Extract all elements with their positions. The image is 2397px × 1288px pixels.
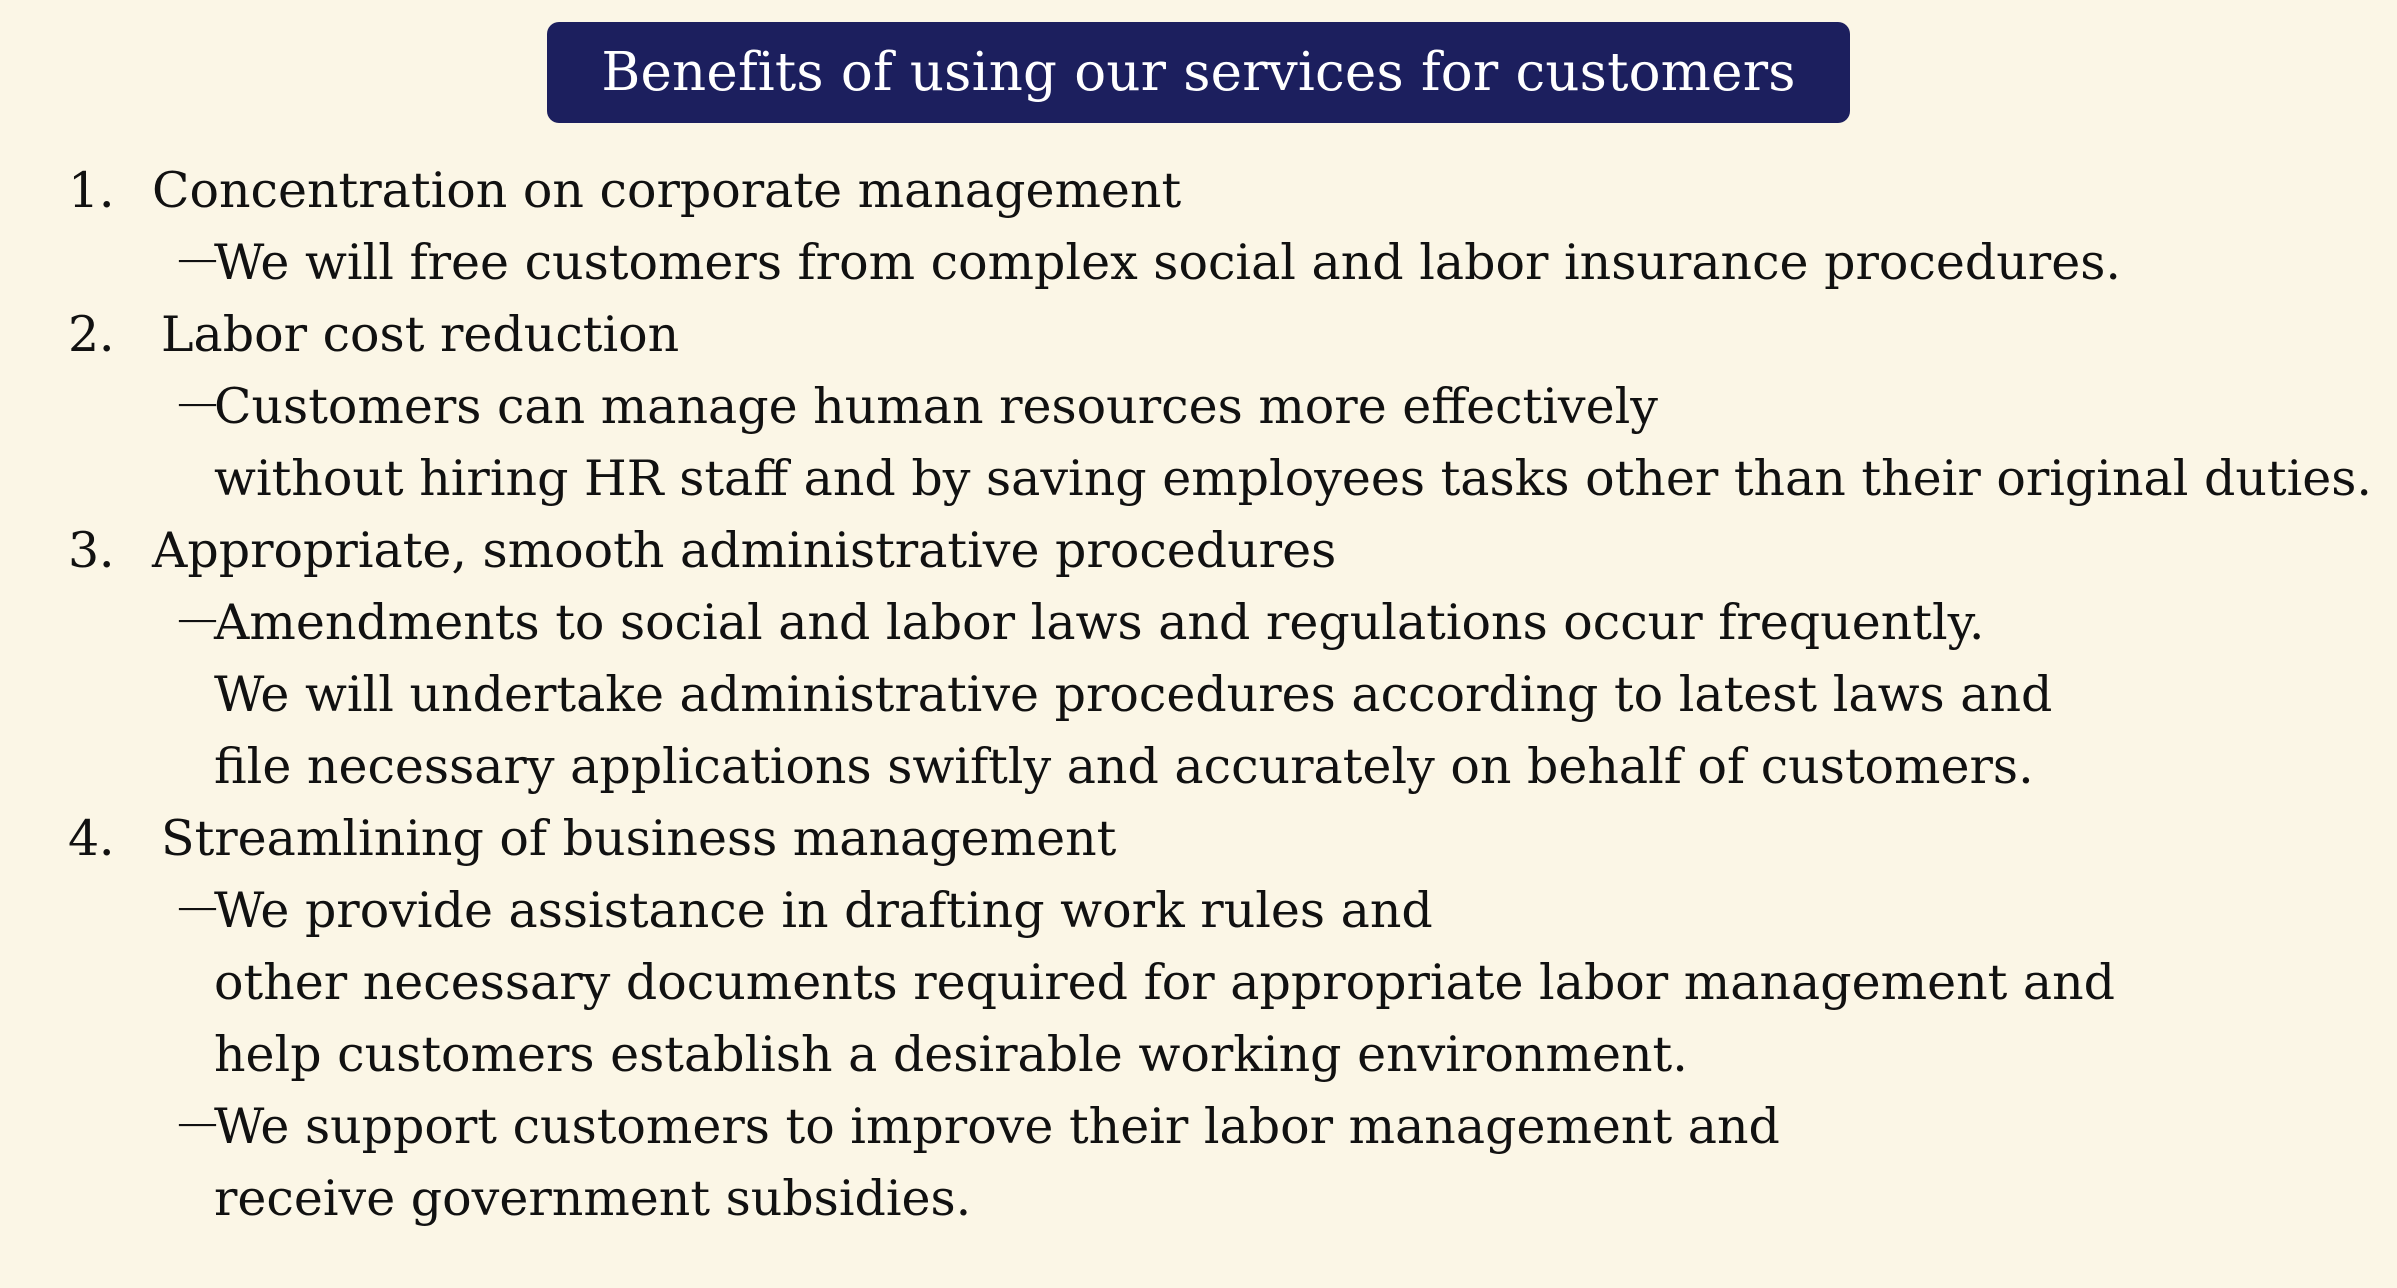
item-number: 2．: [68, 306, 149, 363]
dash-bullet: －: [173, 594, 223, 651]
benefits-list: [0, 155, 2397, 1235]
benefit-point-continued: [0, 1163, 2397, 1235]
point-text: other necessary documents required for appropriate labor management and: [214, 954, 2116, 1011]
benefit-point-continued: [0, 1019, 2397, 1091]
item-heading: Labor cost reduction: [161, 306, 680, 363]
point-text: Customers can manage human resources more effectively: [214, 378, 1658, 435]
benefit-point: [0, 875, 2397, 947]
point-text: file necessary applications swiftly and accurately on behalf of customers.: [214, 738, 2034, 795]
item-heading: Streamlining of business management: [161, 810, 1117, 867]
item-number: 3．: [68, 522, 149, 579]
dash-bullet: －: [173, 1098, 223, 1155]
point-text: receive government subsidies.: [214, 1170, 972, 1227]
point-text: We support customers to improve their labor management and: [214, 1098, 1780, 1155]
point-text: help customers establish a desirable working environment.: [214, 1026, 1688, 1083]
item-heading: Appropriate, smooth administrative procedures: [152, 522, 1337, 579]
point-text: Amendments to social and labor laws and regulations occur frequently.: [214, 594, 1985, 651]
page-title: Benefits of using our services for customers: [601, 42, 1796, 103]
point-text: We provide assistance in drafting work rules and: [214, 882, 1433, 939]
point-text: We will free customers from complex social and labor insurance procedures.: [214, 234, 2121, 291]
benefit-point: [0, 371, 2397, 443]
item-heading: Concentration on corporate management: [152, 162, 1182, 219]
item-number: 1．: [68, 162, 149, 219]
benefit-heading-2: [0, 299, 2397, 371]
benefit-point-continued: [0, 659, 2397, 731]
benefit-point: [0, 587, 2397, 659]
benefit-point-continued: [0, 947, 2397, 1019]
benefit-point: [0, 227, 2397, 299]
benefit-point: [0, 1091, 2397, 1163]
benefit-point-continued: [0, 443, 2397, 515]
dash-bullet: －: [173, 378, 223, 435]
benefit-heading-3: [0, 515, 2397, 587]
point-text: without hiring HR staff and by saving employees tasks other than their original duties.: [214, 450, 2372, 507]
benefit-heading-1: [0, 155, 2397, 227]
title-banner: [547, 22, 1850, 123]
benefit-point-continued: [0, 731, 2397, 803]
point-text: We will undertake administrative procedures according to latest laws and: [214, 666, 2053, 723]
dash-bullet: －: [173, 234, 223, 291]
benefit-heading-4: [0, 803, 2397, 875]
dash-bullet: －: [173, 882, 223, 939]
item-number: 4．: [68, 810, 149, 867]
